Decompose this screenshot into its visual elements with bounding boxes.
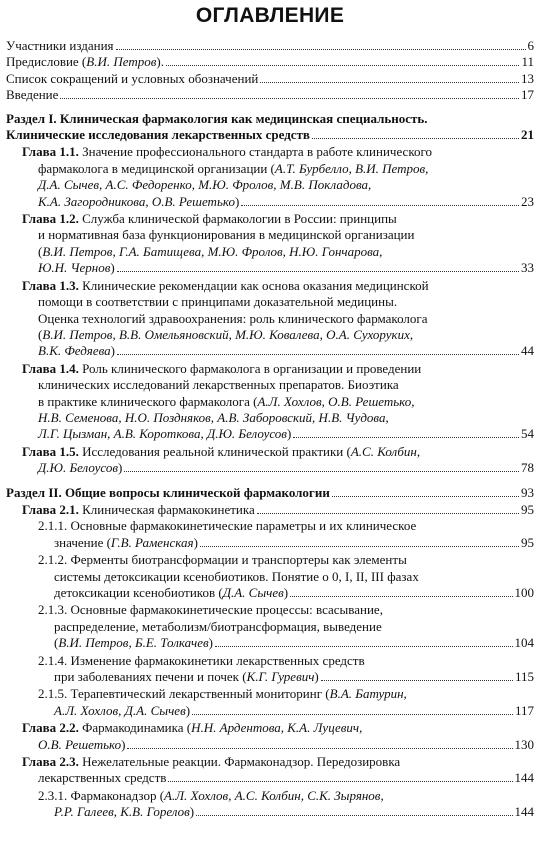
toc-section-2[interactable]: Раздел II. Общие вопросы клинической фармакологии 93 xyxy=(6,484,534,500)
toc-subsection-2-1-2[interactable]: 2.1.2. Ферменты биотрансформации и транспортеры как элементы системы детоксикации ксенобиотиков. Понятие о 0, I, II, III фазах детоксикации ксенобиотиков (Д.А. Сычев) 100 xyxy=(38,552,534,600)
toc-entry-introduction[interactable]: Введение 17 xyxy=(6,87,534,103)
toc-subsection-2-1-5[interactable]: 2.1.5. Терапевтический лекарственный мониторинг (В.А. Батурин, А.Л. Хохлов, Д.А. Сычев) 117 xyxy=(38,686,534,718)
page-number: 33 xyxy=(521,260,534,276)
toc-entry-contributors[interactable]: Участники издания 6 xyxy=(6,38,534,53)
toc-chapter-1-1[interactable]: Глава 1.1. Значение профессионального стандарта в работе клинического фармаколога в медицинской организации (А.Т. Бурбелло, В.И. Петров, Д.А. Сычев, А.С. Федоренко, М.Ю. Фролов, М.В. Покладова, К.А. Загородникова, О.В. Решетько) 23 xyxy=(22,144,534,209)
page-number: 130 xyxy=(514,736,534,752)
page-number: 104 xyxy=(514,635,534,651)
toc-chapter-2-2[interactable]: Глава 2.2. Фармакодинамика (Н.Н. Ардентова, К.А. Луцевич, О.В. Решетько) 130 xyxy=(22,720,534,752)
page-number: 95 xyxy=(521,501,534,517)
toc-section-1[interactable]: Раздел I. Клиническая фармакология как медицинская специальность. Клинические исследования лекарственных средств 21 xyxy=(6,110,534,143)
page-number: 17 xyxy=(521,87,534,103)
page-number: 11 xyxy=(521,54,534,70)
page-number: 78 xyxy=(521,460,534,476)
toc-chapter-1-3[interactable]: Глава 1.3. Клинические рекомендации как основа оказания медицинской помощи в соответствии с принципами доказательной медицины. Оценка технологий здравоохранения: роль клинического фармаколога (В.И. Петров, В.В. Омельяновский, М.Ю. Ковалева, О.А. Сухоруких, В.К. Федяева) 44 xyxy=(22,277,534,359)
page-number: 54 xyxy=(521,426,534,442)
page-number: 115 xyxy=(514,669,534,685)
toc-subsection-2-1-1[interactable]: 2.1.1. Основные фармакокинетические параметры и их клиническое значение (Г.В. Раменская) 95 xyxy=(38,518,534,550)
page-number: 144 xyxy=(514,770,534,786)
page-number: 13 xyxy=(521,70,534,86)
page-number: 44 xyxy=(521,343,534,359)
toc-chapter-1-4[interactable]: Глава 1.4. Роль клинического фармаколога в организации и проведении клинических исследований лекарственных препаратов. Биоэтика в практике клинического фармаколога (А.Л. Хохлов, О.В. Решетько, Н.В. Семенова, Н.О. Поздняков, А.В. Заборовский, Н.В. Чудова, Л.Г. Цызман, А.В. Короткова, Д.Ю. Белоусов) 54 xyxy=(22,360,534,442)
toc-page xyxy=(6,0,534,821)
page-number: 100 xyxy=(514,585,534,600)
page-number: 144 xyxy=(514,804,534,820)
toc-entry-preface[interactable]: Предисловие (В.И. Петров). 11 xyxy=(6,54,534,70)
page-title: ОГЛАВЛЕНИЕ xyxy=(195,4,345,27)
page-number: 21 xyxy=(521,127,534,143)
page-number: 95 xyxy=(521,534,534,550)
toc-chapter-2-3[interactable]: Глава 2.3. Нежелательные реакции. Фармаконадзор. Передозировка лекарственных средств 144 xyxy=(22,754,534,786)
toc-chapter-1-5[interactable]: Глава 1.5. Исследования реальной клинической практики (А.С. Колбин, Д.Ю. Белоусов) 78 xyxy=(22,443,534,476)
toc-chapter-2-1[interactable]: Глава 2.1. Клиническая фармакокинетика 95 xyxy=(22,501,534,517)
toc-subsection-2-3-1[interactable]: 2.3.1. Фармаконадзор (А.Л. Хохлов, А.С. Колбин, С.К. Зырянов, Р.Р. Галеев, К.В. Горелов) 144 xyxy=(38,787,534,820)
page-number: 23 xyxy=(521,193,534,209)
toc-entry-abbreviations[interactable]: Список сокращений и условных обозначений 13 xyxy=(6,70,534,86)
page-number: 93 xyxy=(521,484,534,500)
page-number: 117 xyxy=(514,702,534,718)
toc-chapter-1-2[interactable]: Глава 1.2. Служба клинической фармакологии в России: принципы и нормативная база функционирования в медицинской организации (В.И. Петров, Г.А. Батищева, М.Ю. Фролов, Н.Ю. Гончарова, Ю.Н. Чернов) 33 xyxy=(22,211,534,276)
toc-subsection-2-1-4[interactable]: 2.1.4. Изменение фармакокинетики лекарственных средств при заболеваниях печени и почек (К.Г. Гуревич) 115 xyxy=(38,652,534,685)
page-number: 6 xyxy=(527,38,534,53)
toc-subsection-2-1-3[interactable]: 2.1.3. Основные фармакокинетические процессы: всасывание, распределение, метаболизм/биотрансформация, выведение (В.И. Петров, Б.Е. Толкачев) 104 xyxy=(38,602,534,651)
